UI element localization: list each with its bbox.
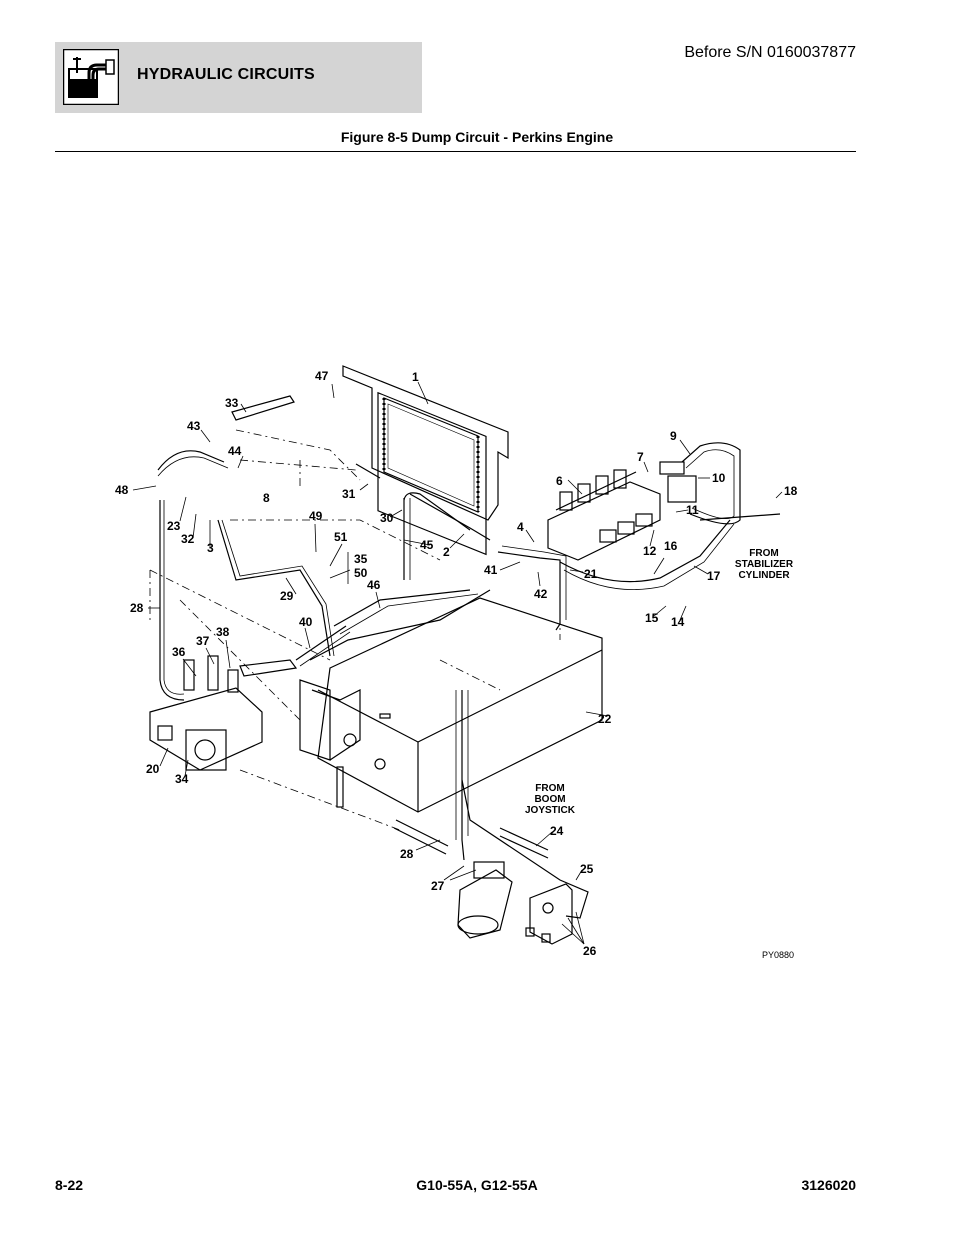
callout-29: 29 [280, 589, 294, 603]
page-number: 8-22 [55, 1177, 84, 1193]
callout-34: 34 [175, 772, 189, 786]
callout-37: 37 [196, 634, 210, 648]
figure-title: Figure 8-5 Dump Circuit - Perkins Engine [340, 129, 614, 145]
callout-32: 32 [181, 532, 195, 546]
callout-31: 31 [342, 487, 356, 501]
callout-46: 46 [367, 578, 381, 592]
callout-33: 33 [225, 396, 239, 410]
callout-24: 24 [550, 824, 564, 838]
callout-44: 44 [228, 444, 242, 458]
callout-45: 45 [420, 538, 434, 552]
note-joystick-line1: FROM [535, 783, 565, 794]
callout-2: 2 [443, 545, 450, 559]
leader-lines [133, 382, 782, 944]
model-number: G10-55A, G12-55A [416, 1177, 538, 1193]
callout-40: 40 [299, 615, 313, 629]
callout-28-upper: 28 [130, 601, 144, 615]
callout-8: 8 [263, 491, 270, 505]
callout-42: 42 [534, 587, 548, 601]
callout-51: 51 [334, 530, 348, 544]
drawing-code: PY0880 [762, 950, 795, 960]
callout-21: 21 [584, 567, 598, 581]
note-stabilizer-line3: CYLINDER [738, 570, 790, 581]
callout-35: 35 [354, 552, 368, 566]
callout-14: 14 [671, 615, 685, 629]
callout-50: 50 [354, 566, 368, 580]
callout-11: 11 [686, 503, 699, 517]
callout-41: 41 [484, 563, 498, 577]
callout-38: 38 [216, 625, 230, 639]
callout-22: 22 [598, 712, 612, 726]
callout-28-lower: 28 [400, 847, 414, 861]
callout-12: 12 [643, 544, 657, 558]
callout-7: 7 [637, 450, 644, 464]
hydraulic-tank [300, 598, 602, 812]
callout-1: 1 [412, 370, 419, 384]
callout-47: 47 [315, 369, 329, 383]
callout-18: 18 [784, 484, 798, 498]
callout-25: 25 [580, 862, 594, 876]
callout-36: 36 [172, 645, 186, 659]
callout-48: 48 [115, 483, 129, 497]
callout-26: 26 [583, 944, 597, 958]
section-title: HYDRAULIC CIRCUITS [137, 66, 315, 83]
note-joystick-line2: BOOM [534, 794, 566, 805]
hydraulic-pump [150, 656, 262, 770]
callout-10: 10 [712, 471, 726, 485]
note-stabilizer-line1: FROM [749, 548, 779, 559]
callout-6: 6 [556, 474, 563, 488]
callout-17: 17 [707, 569, 721, 583]
callout-4: 4 [517, 520, 524, 534]
callout-27: 27 [431, 879, 445, 893]
document-number: 3126020 [801, 1177, 856, 1193]
serial-note: Before S/N 0160037877 [684, 44, 856, 61]
joystick-valve [526, 884, 572, 944]
callout-9: 9 [670, 429, 677, 443]
callout-16: 16 [664, 539, 678, 553]
callout-23: 23 [167, 519, 181, 533]
callout-3: 3 [207, 541, 214, 555]
callout-30: 30 [380, 511, 394, 525]
hoses [158, 396, 780, 918]
callout-49: 49 [309, 509, 323, 523]
note-stabilizer-line2: STABILIZER [734, 559, 794, 570]
oil-cooler [343, 366, 508, 554]
callout-15: 15 [645, 611, 659, 625]
note-joystick-line3: JOYSTICK [524, 805, 576, 816]
callout-20: 20 [146, 762, 160, 776]
callout-43: 43 [187, 419, 201, 433]
